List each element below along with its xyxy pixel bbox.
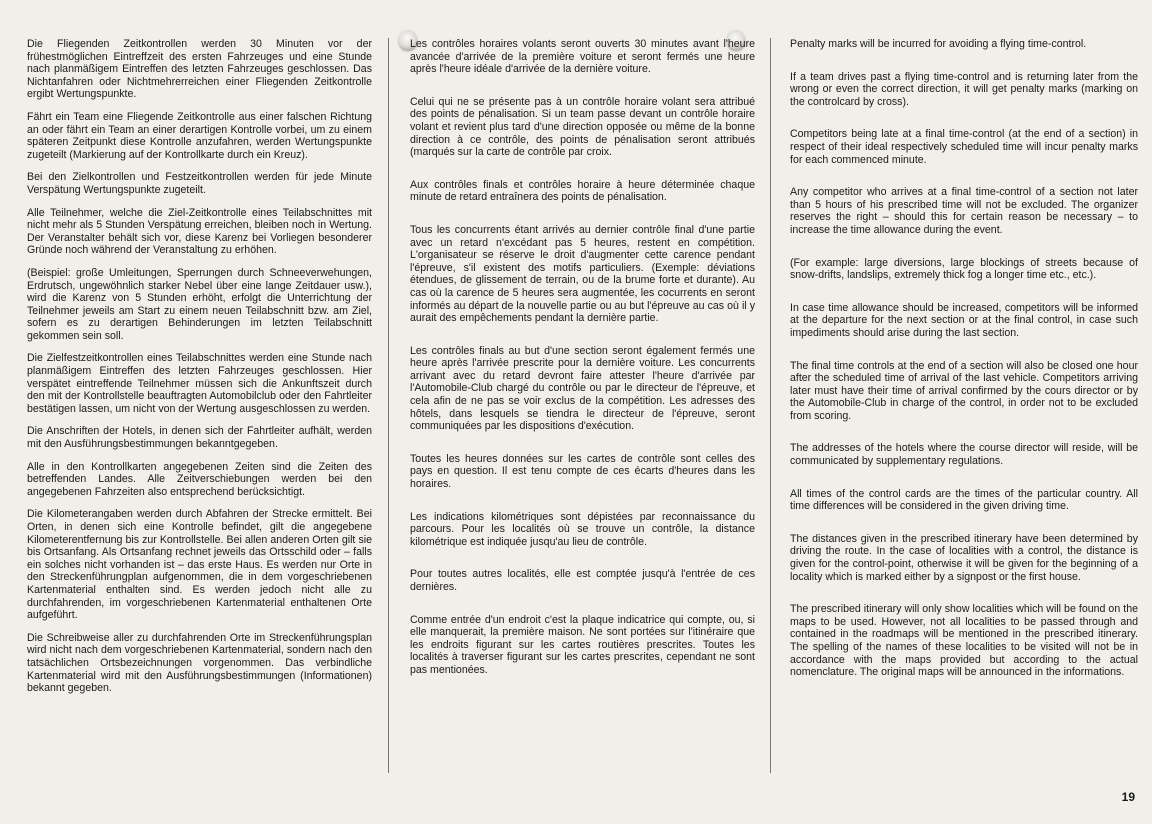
paragraph: Fährt ein Team eine Fliegende Zeitkontrolle aus einer falschen Richtung an oder fährt ein Team an einer derartigen Kontrolle vorbei, um zu einem späteren Zeitpunkt diese Kontrolle anzufahren, werden Wertungspunkte zugeteilt (Markierung auf der Kontrollkarte durch ein Kreuz). [27,110,372,161]
paragraph: The prescribed itinerary will only show localities which will be found on the maps to be used. However, not all localities to be passed through and contained in the roadmaps will be mentioned in the prescribed itinerary. The spelling of the names of these localities to be visited will not be in accordance with the maps provided but according to the actual nomenclature. The original maps will be announced in the informations. [790,603,1138,679]
paragraph: Die Schreibweise aller zu durchfahrenden Orte im Streckenführungsplan wird nicht nach dem vorgeschriebenen Kartenmaterial, sondern nach den tatsächlichen Ortsbezeichnungen vorgenommen. Das verbindliche Kartenmaterial wird mit den Ausführungsbestimmungen (Informationen) bekannt gegeben. [27,631,372,695]
paragraph: Die Zielfestzeitkontrollen eines Teilabschnittes werden eine Stunde nach planmäßigem Eintreffen des letzten Fahrzeuges geschlossen. Hier verspätet eintreffende Teilnehmer müssen sich die Ankunftszeit durch den mit der Kontrollstelle beauftragten Automobilclub oder den Fahrtleiter bestätigen lassen, um nicht von der Wertung ausgeschlossen zu werden. [27,352,372,415]
paragraph: All times of the control cards are the times of the particular country. All time differences will be considered in the given driving time. [790,487,1138,513]
paragraph: Die Kilometerangaben werden durch Abfahren der Strecke ermittelt. Bei Orten, in denen sich eine Kontrolle befindet, gilt die angegebene Kilometerentfernung bis zur Kontrollstelle. Bei allen anderen Orten gilt sie bis Ortsanfang. Als Ortsanfang rechnet jeweils das Ortsschild oder – falls ein solches nicht vorhanden ist – das erste Haus. Es werden nur Orte in den Streckenführungplan aufgenommen, die in dem vorgeschriebenen Kartenmaterial enthalten sind. Es werden jedoch nicht alle zu durchfahrenden, im vorgeschriebenen Kartenmaterial enthaltenen Orte aufgeführt. [27,508,372,622]
paragraph: Les indications kilométriques sont dépistées par reconnaissance du parcours. Pour les localités où se trouve un contrôle, la distance kilométrique est indiquée jusqu'au lieu de contrôle. [410,510,755,548]
column-divider [770,38,771,773]
paragraph: Comme entrée d'un endroit c'est la plaque indicatrice qui compte, ou, si elle manquerait, la première maison. Ne sont portées sur l'itinéraire que les endroits figurant sur les cartes routières prescrites. Toutes les localités à traverser figurant sur les cartes prescrites, cependant ne sont pas mentionées. [410,613,755,676]
paragraph: Celui qui ne se présente pas à un contrôle horaire volant sera attribué des points de pénalisation. Si un team passe devant un contrôle horaire volant et revient plus tard d'une direction opposée ou même de la bonne direction à ce contrôle, des points de pénalisation seront attribués (marqués sur la carte de contrôle par croix. [410,95,755,159]
paragraph: Die Anschriften der Hotels, in denen sich der Fahrtleiter aufhält, werden mit den Ausführungsbestimmungen bekanntgegeben. [27,425,372,451]
paragraph: (Beispiel: große Umleitungen, Sperrungen durch Schneeverwehungen, Erdrutsch, ungewöhnlich starker Nebel über eine lange Zeitdauer usw.), wird die Karenz von 5 Stunden erhöht, erfolgt die Unterrichtung der Teilnehmer jeweils am Start zu einem neuen Teilabschnitt bzw. am Ziel, sofern es zu derartigen Behinderungen im letzten Teilabschnitt gekommen sein soll. [27,266,372,342]
paragraph: In case time allowance should be increased, competitors will be informed at the departure for the next section or at the final control, in case such impediments should arise during the last section. [790,301,1138,339]
paragraph: Les contrôles finals au but d'une section seront également fermés une heure après l'arrivée prescrite pour la dernière voiture. Les concurrents arrivant avec du retard devront faire attester l'heure d'arrivée par l'Automobile-Club chargé du contrôle ou par le directeur de l'épreuve, et cela afin de ne pas se voir exclus de la compétition. Les adresses des hôtels, dans lesquels se tiendra le directeur de l'épreuve, seront communiquées par les dispositions d'exécution. [410,344,755,433]
paragraph: Aux contrôles finals et contrôles horaire à heure déterminée chaque minute de retard entraînera des points de pénalisation. [410,178,755,204]
paragraph: Alle in den Kontrollkarten angegebenen Zeiten sind die Zeiten des betreffenden Landes. Alle Zeitverschiebungen werden bei den angegebenen Fahrzeiten also entsprechend berücksichtigt. [27,460,372,498]
german-column [27,38,372,705]
paragraph: Toutes les heures données sur les cartes de contrôle sont celles des pays en question. Il est tenu compte de ces écarts d'heures dans les horaires. [410,452,755,491]
paragraph: The final time controls at the end of a section will also be closed one hour after the scheduled time of arrival of the last vehicle. Competitors arriving later must have their time of arrival confirmed by the cours director or by the Automobile-Club in charge of the control, in order not to be excluded from scoring. [790,359,1138,422]
paragraph: If a team drives past a flying time-control and is returning later from the wrong or even the correct direction, it will get penalty marks (marking on the controlcard by cross). [790,70,1138,108]
paragraph: (For example: large diversions, large blockings of streets because of snow-drifts, landslips, extremely thick fog a longer time etc., etc.). [790,256,1138,282]
paragraph: Competitors being late at a final time-control (at the end of a section) in respect of their ideal respectively scheduled time will incur penalty marks for each commenced minute. [790,128,1138,166]
english-column [790,38,1138,699]
paragraph: Any competitor who arrives at a final time-control of a section not later than 5 hours of his prescribed time will not be excluded. The organizer reserves the right – should this for certain reason be necessary – to increase the time allowance during the event. [790,186,1138,236]
paragraph: The distances given in the prescribed itinerary have been determined by driving the route. In the case of localities with a control, the distance is given for the control-point, otherwise it will be given for the beginning of a locality which is marked either by a signpost or the first house. [790,532,1138,583]
paragraph: Pour toutes autres localités, elle est comptée jusqu'à l'entrée de ces dernières. [410,568,755,593]
page-number: 19 [1121,790,1135,804]
french-column [410,38,755,697]
paragraph: Tous les concurrents étant arrivés au dernier contrôle final d'une partie avec un retard n'excédant pas 5 heures, restent en compétition. L'organisateur se réserve le droit d'augmenter cette carence pendant l'épreuve, s'il existent des motifs particuliers. (Exemple: déviations étendues, de glissement de terrain, ou de la brume forte et durante). Au cas où la carence de 5 heures sera augmentée, les cocurrents en seront informés au départ de la nouvelle partie ou au but l'épreuve au cas où il y aurait des empêchements pendant la dernière partie. [410,223,755,325]
paragraph: Les contrôles horaires volants seront ouverts 30 minutes avant l'heure avancée d'arrivée de la première voiture et seront fermés une heure après l'heure idéale d'arrivée de la dernière voiture. [410,38,755,76]
paragraph: Alle Teilnehmer, welche die Ziel-Zeitkontrolle eines Teilabschnittes mit nicht mehr als 5 Stunden Verspätung erreichen, bleiben noch in Wertung. Der Veranstalter behält sich vor, diese Karenz bei Vorliegen besonderer Gründe noch während der Veranstaltung zu erhöhen. [27,206,372,257]
column-divider [388,38,389,773]
paragraph: Bei den Zielkontrollen und Festzeitkontrollen werden für jede Minute Verspätung Wertungspunkte zugeteilt. [27,171,372,196]
paragraph: Penalty marks will be incurred for avoiding a flying time-control. [790,38,1087,50]
paragraph: Die Fliegenden Zeitkontrollen werden 30 Minuten vor der frühestmöglichen Eintreffzeit des ersten Fahrzeuges und eine Stunde nach planmäßigem Eintreffen des letzten Fahrzeuges geschlossen. Das Nichtanfahren oder Nichtmehrerreichen einer Fliegenden Zeitkontrolle ergibt Wertungspunkte. [27,38,372,101]
paragraph: The addresses of the hotels where the course director will reside, will be communicated by supplementary regulations. [790,442,1138,468]
